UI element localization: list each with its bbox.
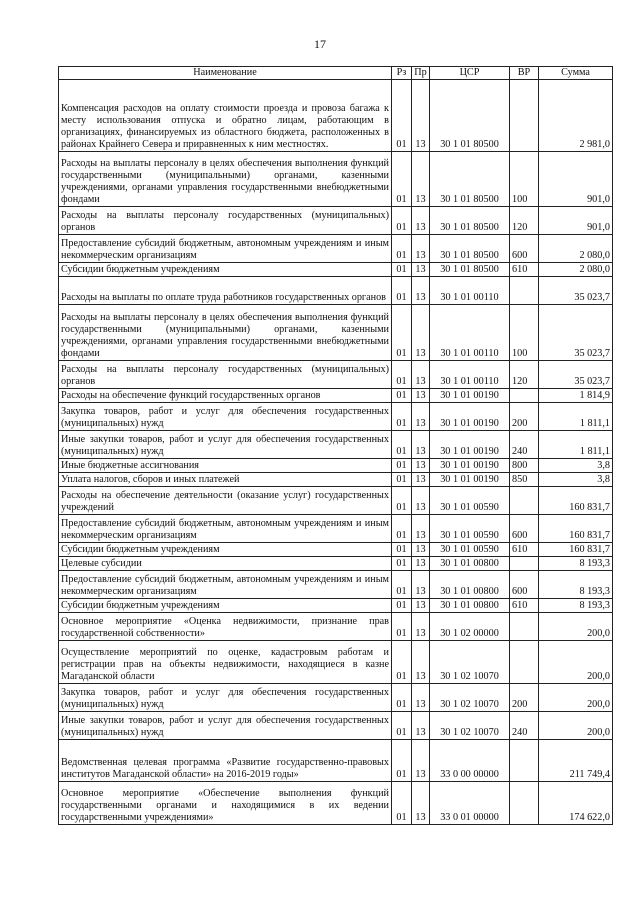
row-name: Закупка товаров, работ и услуг для обеспечения государственных (муниципальных) нужд (59, 403, 392, 431)
row-pr: 13 (412, 152, 430, 207)
row-rz: 01 (392, 571, 412, 599)
row-sum: 160 831,7 (539, 515, 613, 543)
row-sum: 200,0 (539, 712, 613, 740)
row-csr: 30 1 01 80500 (430, 80, 510, 152)
row-pr: 13 (412, 403, 430, 431)
row-rz: 01 (392, 599, 412, 613)
row-sum: 8 193,3 (539, 571, 613, 599)
row-sum: 901,0 (539, 152, 613, 207)
row-rz: 01 (392, 684, 412, 712)
row-csr: 30 1 02 10070 (430, 684, 510, 712)
row-csr: 30 1 01 00110 (430, 277, 510, 305)
row-rz: 01 (392, 305, 412, 361)
row-name: Целевые субсидии (59, 557, 392, 571)
row-name: Иные закупки товаров, работ и услуг для обеспечения государственных (муниципальных) нужд (59, 712, 392, 740)
row-pr: 13 (412, 599, 430, 613)
row-csr: 30 1 01 00590 (430, 515, 510, 543)
row-pr: 13 (412, 389, 430, 403)
header-csr: ЦСР (430, 67, 510, 80)
row-rz: 01 (392, 740, 412, 782)
table-row (59, 557, 613, 571)
row-vr: 240 (510, 431, 539, 459)
table-row (59, 487, 613, 515)
row-vr: 120 (510, 361, 539, 389)
row-csr: 30 1 01 00590 (430, 487, 510, 515)
row-sum: 8 193,3 (539, 599, 613, 613)
table-row (59, 431, 613, 459)
row-csr: 30 1 01 00110 (430, 305, 510, 361)
row-pr: 13 (412, 782, 430, 825)
header-name: Наименование (59, 67, 392, 80)
row-vr: 100 (510, 305, 539, 361)
row-rz: 01 (392, 277, 412, 305)
row-sum: 35 023,7 (539, 277, 613, 305)
row-rz: 01 (392, 473, 412, 487)
row-pr: 13 (412, 361, 430, 389)
row-vr: 800 (510, 459, 539, 473)
table-row (59, 599, 613, 613)
row-name: Расходы на обеспечение деятельности (оказание услуг) государственных учреждений (59, 487, 392, 515)
row-vr (510, 80, 539, 152)
table-row (59, 515, 613, 543)
header-rz: Рз (392, 67, 412, 80)
row-rz: 01 (392, 207, 412, 235)
table-row (59, 641, 613, 684)
row-rz: 01 (392, 389, 412, 403)
row-vr: 240 (510, 712, 539, 740)
row-pr: 13 (412, 459, 430, 473)
page-number: 17 (314, 37, 326, 51)
row-rz: 01 (392, 613, 412, 641)
row-pr: 13 (412, 431, 430, 459)
row-sum: 160 831,7 (539, 487, 613, 515)
row-sum: 3,8 (539, 459, 613, 473)
row-rz: 01 (392, 431, 412, 459)
row-sum: 1 811,1 (539, 431, 613, 459)
row-vr (510, 641, 539, 684)
row-sum: 200,0 (539, 684, 613, 712)
row-name: Ведомственная целевая программа «Развитие государственно-правовых институтов Магаданской области» на 2016-2019 годы» (59, 740, 392, 782)
table-row (59, 277, 613, 305)
row-csr: 30 1 01 80500 (430, 263, 510, 277)
row-vr (510, 389, 539, 403)
row-rz: 01 (392, 641, 412, 684)
row-name: Уплата налогов, сборов и иных платежей (59, 473, 392, 487)
row-name: Расходы на обеспечение функций государственных органов (59, 389, 392, 403)
row-sum: 2 981,0 (539, 80, 613, 152)
row-sum: 200,0 (539, 641, 613, 684)
row-sum: 211 749,4 (539, 740, 613, 782)
row-csr: 30 1 01 00800 (430, 599, 510, 613)
row-pr: 13 (412, 207, 430, 235)
row-csr: 30 1 01 00800 (430, 571, 510, 599)
row-pr: 13 (412, 613, 430, 641)
row-vr (510, 557, 539, 571)
row-vr (510, 487, 539, 515)
row-pr: 13 (412, 277, 430, 305)
row-name: Расходы на выплаты персоналу государственных (муниципальных) органов (59, 361, 392, 389)
table-row (59, 782, 613, 825)
table-row (59, 543, 613, 557)
row-csr: 30 1 02 10070 (430, 641, 510, 684)
row-name: Компенсация расходов на оплату стоимости проезда и провоза багажа к месту использования отпуска и обратно лицам, работающим в организациях, финансируемых из областного бюджета, расположенных в районах Крайнего Севера и приравненных к ним местностях. (59, 80, 392, 152)
row-sum: 35 023,7 (539, 361, 613, 389)
row-sum: 1 814,9 (539, 389, 613, 403)
table-row (59, 613, 613, 641)
row-rz: 01 (392, 459, 412, 473)
row-csr: 30 1 01 00590 (430, 543, 510, 557)
row-csr: 30 1 01 80500 (430, 207, 510, 235)
row-pr: 13 (412, 263, 430, 277)
row-rz: 01 (392, 263, 412, 277)
row-sum: 901,0 (539, 207, 613, 235)
row-pr: 13 (412, 712, 430, 740)
row-csr: 30 1 02 00000 (430, 613, 510, 641)
row-csr: 30 1 01 00110 (430, 361, 510, 389)
table-row (59, 389, 613, 403)
row-pr: 13 (412, 684, 430, 712)
row-vr: 100 (510, 152, 539, 207)
row-pr: 13 (412, 641, 430, 684)
row-name: Субсидии бюджетным учреждениям (59, 543, 392, 557)
header-pr: Пр (412, 67, 430, 80)
row-sum: 174 622,0 (539, 782, 613, 825)
table-row (59, 263, 613, 277)
row-vr: 850 (510, 473, 539, 487)
row-csr: 30 1 01 00190 (430, 459, 510, 473)
row-csr: 30 1 01 80500 (430, 235, 510, 263)
row-sum: 8 193,3 (539, 557, 613, 571)
row-sum: 160 831,7 (539, 543, 613, 557)
row-csr: 30 1 01 00190 (430, 473, 510, 487)
table-row (59, 235, 613, 263)
table-row (59, 361, 613, 389)
row-rz: 01 (392, 487, 412, 515)
table-row (59, 459, 613, 473)
row-vr (510, 740, 539, 782)
row-name: Предоставление субсидий бюджетным, автономным учреждениям и иным некоммерческим организациям (59, 235, 392, 263)
row-sum: 35 023,7 (539, 305, 613, 361)
row-pr: 13 (412, 571, 430, 599)
row-name: Субсидии бюджетным учреждениям (59, 263, 392, 277)
row-vr: 200 (510, 403, 539, 431)
budget-table (58, 66, 613, 825)
table-row (59, 473, 613, 487)
row-name: Закупка товаров, работ и услуг для обеспечения государственных (муниципальных) нужд (59, 684, 392, 712)
table-row (59, 684, 613, 712)
table-body (59, 80, 613, 825)
row-name: Иные закупки товаров, работ и услуг для обеспечения государственных (муниципальных) нужд (59, 431, 392, 459)
row-pr: 13 (412, 473, 430, 487)
row-name: Субсидии бюджетным учреждениям (59, 599, 392, 613)
row-vr: 610 (510, 599, 539, 613)
row-pr: 13 (412, 740, 430, 782)
row-vr: 610 (510, 543, 539, 557)
row-rz: 01 (392, 543, 412, 557)
row-name: Предоставление субсидий бюджетным, автономным учреждениям и иным некоммерческим организациям (59, 515, 392, 543)
row-rz: 01 (392, 557, 412, 571)
table-row (59, 207, 613, 235)
row-csr: 30 1 02 10070 (430, 712, 510, 740)
row-sum: 2 080,0 (539, 263, 613, 277)
row-vr: 600 (510, 515, 539, 543)
row-sum: 3,8 (539, 473, 613, 487)
table-header-row (59, 67, 613, 80)
row-name: Основное мероприятие «Обеспечение выполнения функций государственными органами и находящимися в их ведении государственными учреждениями» (59, 782, 392, 825)
table-row (59, 712, 613, 740)
row-name: Расходы на выплаты персоналу в целях обеспечения выполнения функций государственными (муниципальными) органами, казенными учреждениями, органами управления государственными внебюджетными фондами (59, 152, 392, 207)
row-rz: 01 (392, 361, 412, 389)
row-name: Расходы на выплаты персоналу в целях обеспечения выполнения функций государственными (муниципальными) органами, казенными учреждениями, органами управления государственными внебюджетными фондами (59, 305, 392, 361)
row-vr (510, 613, 539, 641)
row-rz: 01 (392, 782, 412, 825)
row-csr: 30 1 01 00800 (430, 557, 510, 571)
row-name: Осуществление мероприятий по оценке, кадастровым работам и регистрации прав на объекты недвижимости, находящиеся в казне Магаданской области (59, 641, 392, 684)
row-csr: 30 1 01 00190 (430, 389, 510, 403)
row-pr: 13 (412, 487, 430, 515)
row-pr: 13 (412, 543, 430, 557)
table-row (59, 571, 613, 599)
row-rz: 01 (392, 515, 412, 543)
row-vr: 200 (510, 684, 539, 712)
row-rz: 01 (392, 152, 412, 207)
row-vr (510, 782, 539, 825)
row-csr: 30 1 01 00190 (430, 431, 510, 459)
row-csr: 33 0 00 00000 (430, 740, 510, 782)
row-name: Предоставление субсидий бюджетным, автономным учреждениям и иным некоммерческим организациям (59, 571, 392, 599)
table-row (59, 740, 613, 782)
row-vr: 610 (510, 263, 539, 277)
row-csr: 30 1 01 80500 (430, 152, 510, 207)
row-rz: 01 (392, 403, 412, 431)
row-csr: 33 0 01 00000 (430, 782, 510, 825)
row-sum: 1 811,1 (539, 403, 613, 431)
row-rz: 01 (392, 235, 412, 263)
table-row (59, 403, 613, 431)
row-name: Основное мероприятие «Оценка недвижимости, признание прав государственной собственности» (59, 613, 392, 641)
row-pr: 13 (412, 557, 430, 571)
row-sum: 200,0 (539, 613, 613, 641)
row-rz: 01 (392, 80, 412, 152)
row-vr: 600 (510, 235, 539, 263)
row-pr: 13 (412, 305, 430, 361)
row-name: Расходы на выплаты по оплате труда работников государственных органов (59, 277, 392, 305)
row-sum: 2 080,0 (539, 235, 613, 263)
header-sum: Сумма (539, 67, 613, 80)
row-csr: 30 1 01 00190 (430, 403, 510, 431)
table-row (59, 152, 613, 207)
row-name: Расходы на выплаты персоналу государственных (муниципальных) органов (59, 207, 392, 235)
row-pr: 13 (412, 235, 430, 263)
header-vr: ВР (510, 67, 539, 80)
row-pr: 13 (412, 80, 430, 152)
row-rz: 01 (392, 712, 412, 740)
row-vr (510, 277, 539, 305)
row-pr: 13 (412, 515, 430, 543)
table-row (59, 80, 613, 152)
row-vr: 600 (510, 571, 539, 599)
row-name: Иные бюджетные ассигнования (59, 459, 392, 473)
table-row (59, 305, 613, 361)
row-vr: 120 (510, 207, 539, 235)
